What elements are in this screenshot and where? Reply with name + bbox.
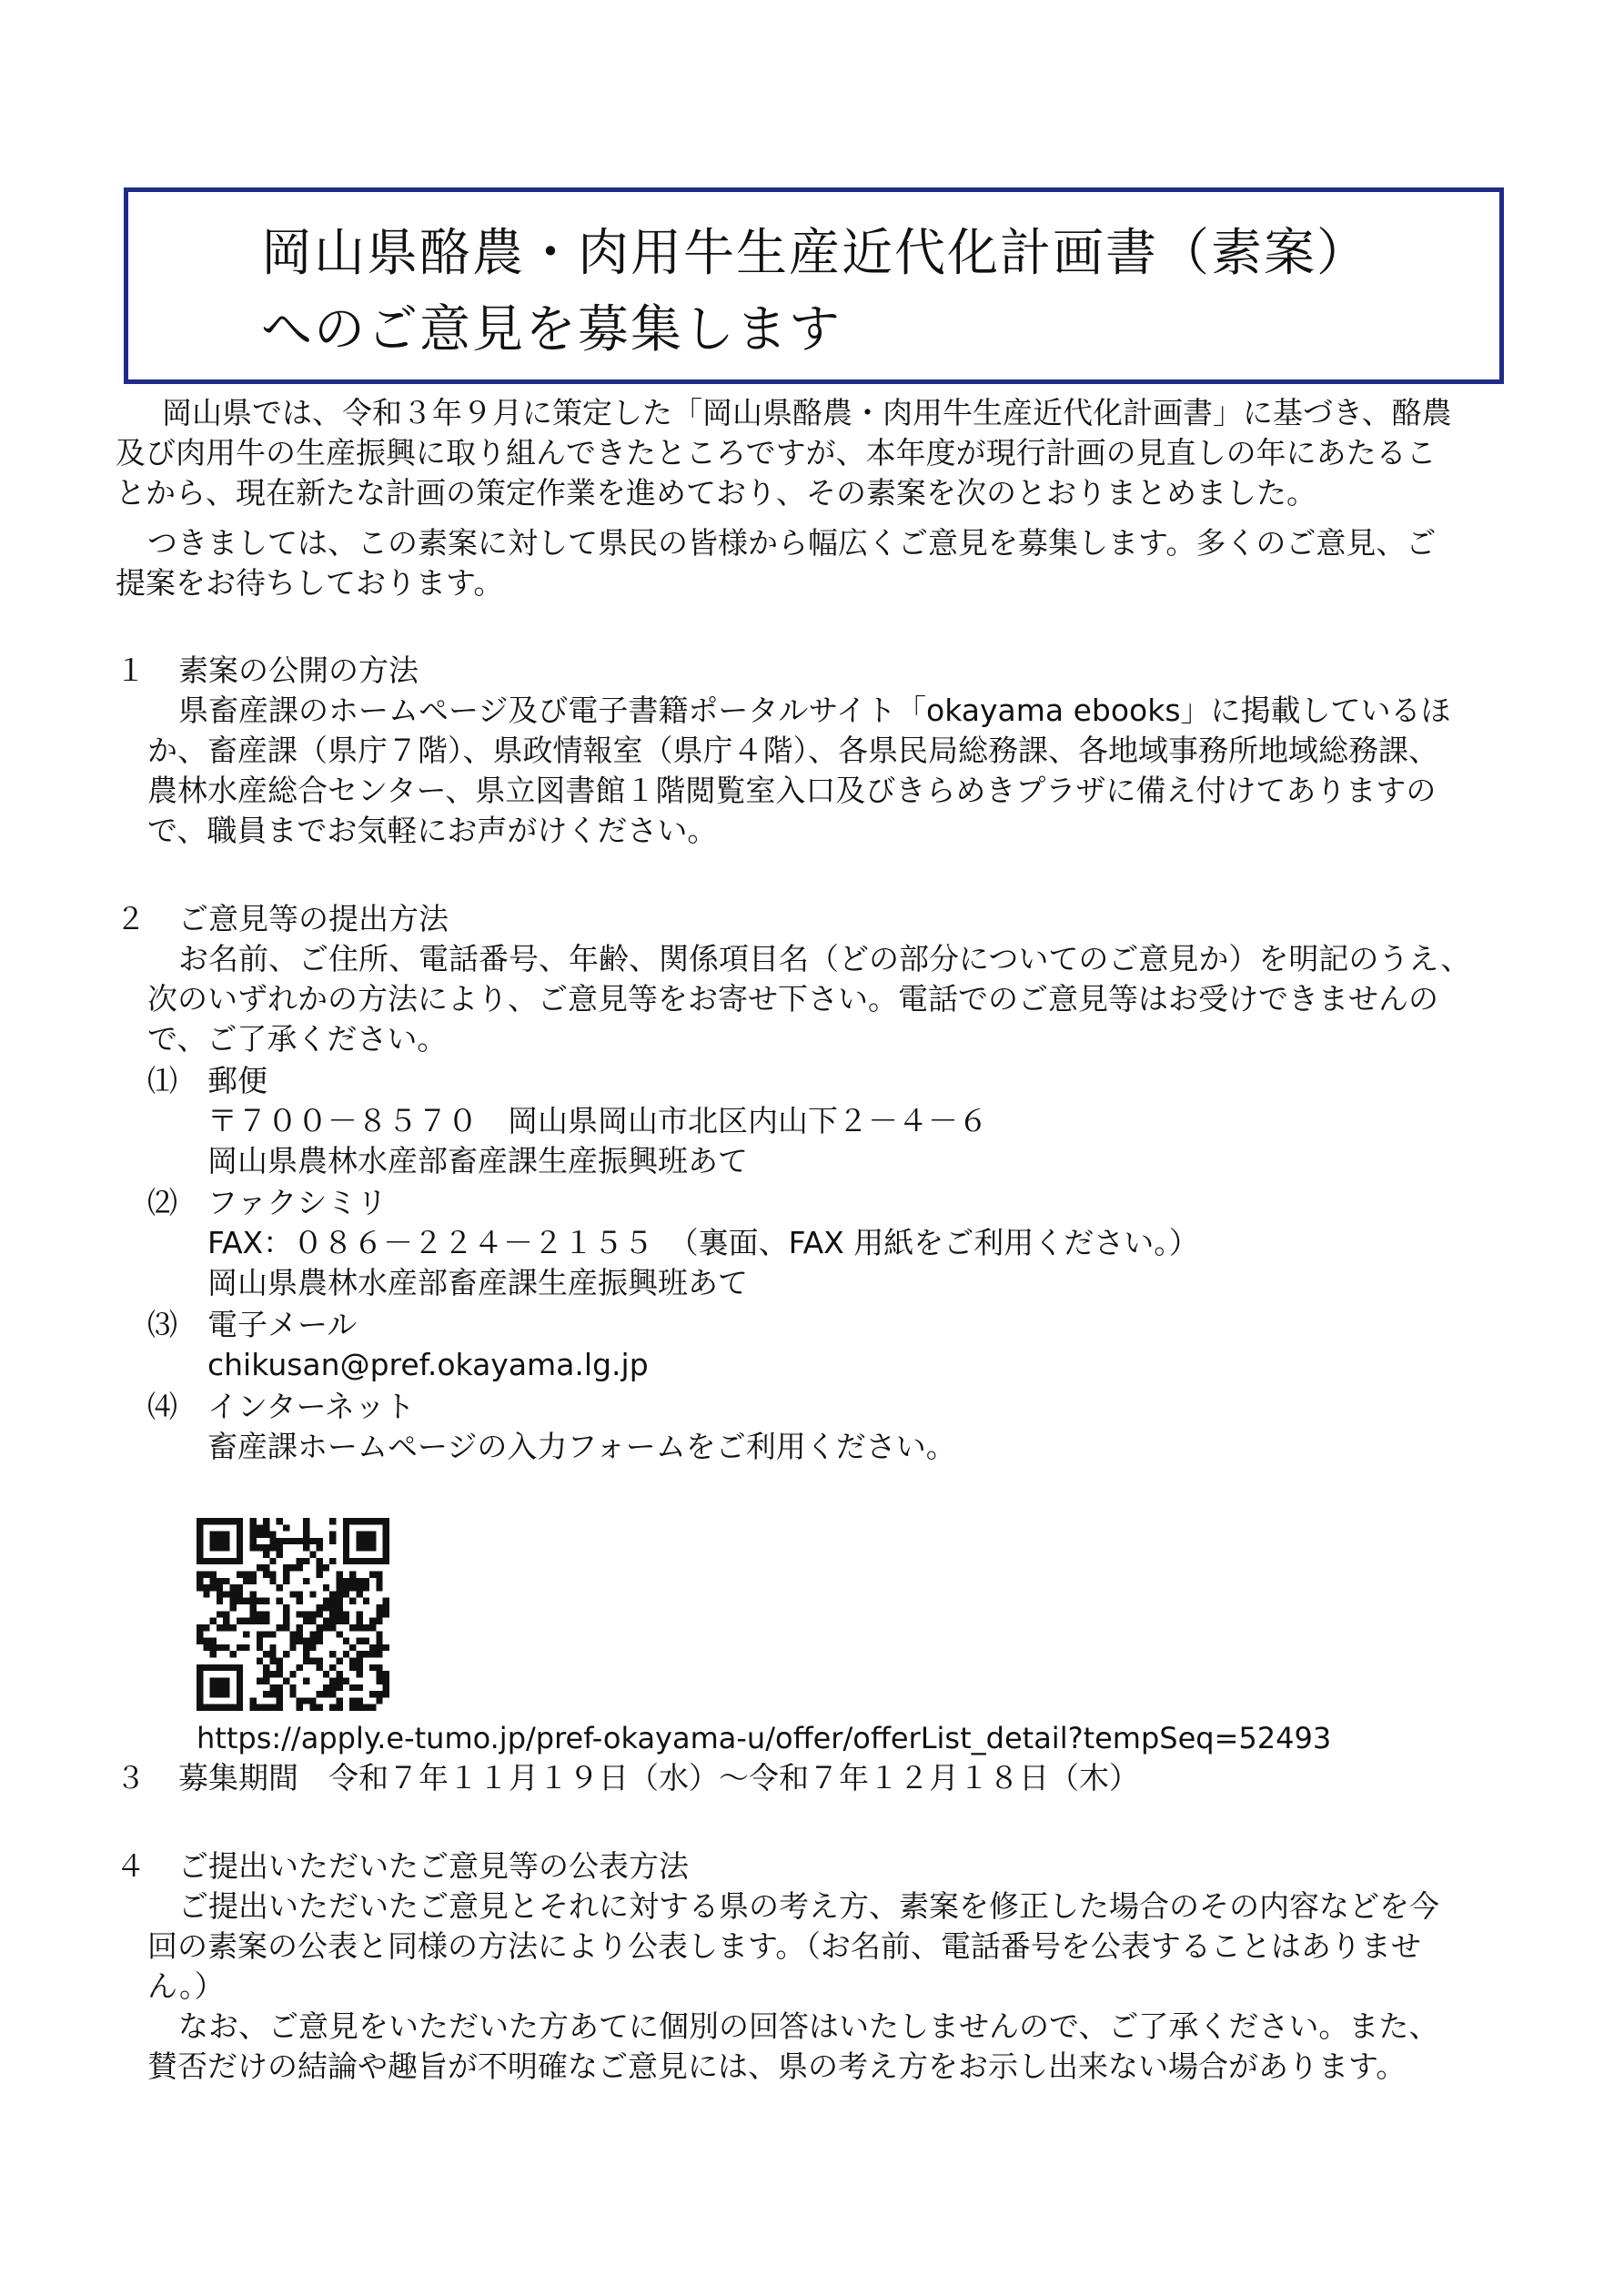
fax-recipient: 岡山県農林水産部畜産課生産振興班あて — [207, 1265, 748, 1300]
section-body-line: か、畜産課（県庁７階）、県政情報室（県庁４階）、各県民局総務課、各地域事務所地域総務課、 — [147, 733, 1438, 768]
section-body-line: 賛否だけの結論や趣旨が不明確なご意見には、県の考え方をお示し出来ない場合があります。 — [147, 2048, 1407, 2084]
section-body-line: ん。） — [147, 1968, 225, 2004]
fax-number: FAX：０８６－２２４－２１５５ （裏面、FAX 用紙をご利用ください。） — [207, 1225, 1199, 1260]
section-heading: ご意見等の提出方法 — [178, 901, 449, 936]
intro-line: つきましては、この素案に対して県民の皆様から幅広くご意見を募集します。多くのご意見、ご — [147, 525, 1437, 561]
section-body-line: 次のいずれかの方法により、ご意見等をお寄せ下さい。電話でのご意見等はお受けできませんの — [147, 981, 1438, 1017]
section-body-line: なお、ご意見をいただいた方あてに個別の回答はいたしませんので、ご了承ください。また、 — [178, 2008, 1439, 2044]
title-line-2: へのご意見を募集します — [261, 300, 842, 359]
method-label: 郵便 — [207, 1063, 267, 1098]
section-body-line: で、職員までお気軽にお声がけください。 — [147, 813, 718, 848]
section-heading: 素案の公開の方法 — [178, 652, 419, 688]
method-label: 電子メール — [207, 1307, 358, 1342]
internet-instructions: 畜産課ホームページの入力フォームをご利用ください。 — [207, 1429, 956, 1464]
section-number: １ — [116, 652, 146, 688]
section-heading: ご提出いただいたご意見等の公表方法 — [178, 1848, 689, 1884]
section-body-line: 県畜産課のホームページ及び電子書籍ポータルサイト「okayama ebooks」に掲載しているほ — [178, 693, 1451, 728]
section-body-line: ご提出いただいたご意見とそれに対する県の考え方、素案を修正した場合のその内容などを今 — [178, 1888, 1439, 1924]
section-body-line: で、ご了承ください。 — [147, 1021, 448, 1057]
form-url[interactable]: https://apply.e-tumo.jp/pref-okayama-u/offer/offerList_detail?tempSeq=52493 — [197, 1721, 1332, 1755]
intro-line: 岡山県では、令和３年９月に策定した「岡山県酪農・肉用牛生産近代化計画書」に基づき、酪農 — [162, 395, 1452, 430]
method-marker: ⑶ — [147, 1307, 177, 1342]
title-box — [124, 187, 1504, 384]
method-marker: ⑴ — [147, 1063, 177, 1098]
method-marker: ⑵ — [147, 1185, 177, 1220]
section-number: ４ — [116, 1848, 146, 1884]
postal-address: 〒７００－８５７０ 岡山県岡山市北区内山下２－４－６ — [207, 1103, 988, 1138]
method-label: インターネット — [207, 1389, 416, 1424]
section-number: ３ — [116, 1760, 146, 1795]
section-body-line: お名前、ご住所、電話番号、年齢、関係項目名（どの部分についてのご意見か）を明記のうえ、 — [178, 941, 1471, 976]
method-marker: ⑷ — [147, 1389, 177, 1424]
qr-code[interactable] — [197, 1518, 389, 1711]
section-body-line: 回の素案の公表と同様の方法により公表します。（お名前、電話番号を公表することはありませ — [147, 1928, 1421, 1964]
title-line-1: 岡山県酪農・肉用牛生産近代化計画書（素案） — [261, 224, 1369, 283]
intro-line: とから、現在新たな計画の策定作業を進めており、その素案を次のとおりまとめました。 — [116, 475, 1316, 511]
method-label: ファクシミリ — [207, 1185, 388, 1220]
intro-line: 及び肉用牛の生産振興に取り組んできたところですが、本年度が現行計画の見直しの年にあたるこ — [116, 435, 1437, 470]
section-heading: 募集期間 令和７年１１月１９日（水）～令和７年１２月１８日（木） — [178, 1760, 1139, 1795]
section-body-line: 農林水産総合センター、県立図書館１階閲覧室入口及びきらめきプラザに備え付けてありますの — [147, 773, 1437, 808]
section-number: ２ — [116, 901, 146, 936]
email-address[interactable]: chikusan@pref.okayama.lg.jp — [207, 1347, 649, 1382]
intro-line: 提案をお待ちしております。 — [116, 565, 504, 601]
postal-recipient: 岡山県農林水産部畜産課生産振興班あて — [207, 1143, 748, 1178]
